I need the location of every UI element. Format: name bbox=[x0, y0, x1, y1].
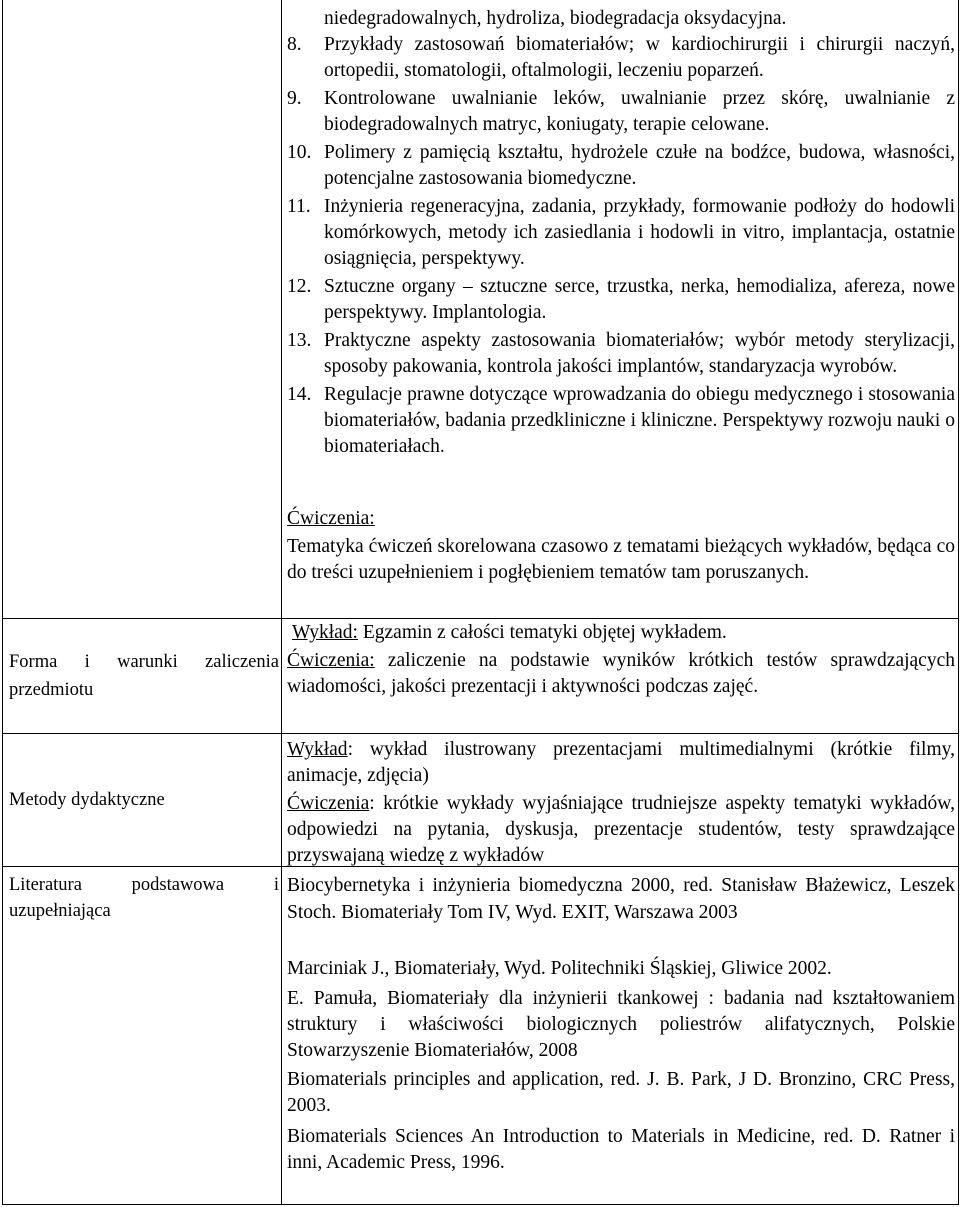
forma-cwiczenia bbox=[287, 648, 955, 700]
table-bottom-border bbox=[2, 1204, 959, 1205]
metody-label bbox=[9, 787, 279, 813]
forma-label bbox=[9, 648, 279, 704]
list-item-text: Praktyczne aspekty zastosowania biomateriałów; wybór metody sterylizacji, sposoby pakowania, kontrola jakości implantów, standaryzacja wyrobów. bbox=[324, 330, 955, 377]
metody-wyklad-text: : wykład ilustrowany prezentacjami multimedialnymi (krótkie filmy, animacje, zdjęcia) bbox=[287, 739, 955, 786]
literatura-item bbox=[287, 1124, 955, 1176]
literatura-item bbox=[287, 956, 955, 982]
literatura-item-text: E. Pamuła, Biomateriały dla inżynierii tkankowej : badania nad kształtowaniem struktury i właściwości biologicznych poliestrów alifatycznych, Polskie Stowarzyszenie Biomateriałów, 2008 bbox=[287, 988, 955, 1061]
program-cwiczenia-paragraph bbox=[287, 534, 955, 586]
metody-wyklad bbox=[287, 737, 955, 789]
forma-wyklad-text: Egzamin z całości tematyki objętej wykładem. bbox=[362, 622, 727, 643]
literatura-label bbox=[9, 872, 279, 924]
metody-wyklad-label: Wykład bbox=[287, 739, 348, 760]
list-item-text: Regulacje prawne dotyczące wprowadzania do obiegu medycznego i stosowania biomateriałów, badania przedkliniczne i kliniczne. Perspektywy rozwoju nauki o biomateriałach. bbox=[324, 384, 955, 457]
list-item-number: 9. bbox=[287, 88, 302, 109]
metody-label-text: Metody dydaktyczne bbox=[9, 790, 165, 810]
literatura-item-text: Marciniak J., Biomateriały, Wyd. Politechniki Śląskiej, Gliwice 2002. bbox=[287, 958, 832, 979]
table-left-border bbox=[2, 0, 3, 1205]
literatura-item-text: Biomaterials principles and application, red. J. B. Park, J D. Bronzino, CRC Press, 2003. bbox=[287, 1069, 955, 1116]
list-item-text: Polimery z pamięcią kształtu, hydrożele czułe na bodźce, budowa, własności, potencjalne zastosowania biomedyczne. bbox=[324, 142, 955, 189]
program-item-7-tail bbox=[324, 6, 954, 32]
list-item-number: 12. bbox=[287, 276, 312, 297]
list-item bbox=[287, 382, 955, 460]
literatura-label-text: Literatura podstawowa i uzupełniająca bbox=[9, 875, 279, 921]
row-divider-1 bbox=[2, 618, 959, 619]
cwiczenia-heading-text: Ćwiczenia: bbox=[287, 508, 375, 529]
metody-cwiczenia bbox=[287, 791, 955, 869]
metody-cwiczenia-label: Ćwiczenia bbox=[287, 793, 370, 814]
table-column-divider bbox=[281, 0, 282, 1205]
table-right-border bbox=[958, 0, 959, 1205]
list-item-text: Inżynieria regeneracyjna, zadania, przykłady, formowanie podłoży do hodowli komórkowych, metody ich zasiedlania i hodowli in vitro, implantacja, ostatnie osiągnięcia, perspektywy. bbox=[324, 196, 955, 269]
list-item-number: 13. bbox=[287, 330, 312, 351]
forma-cwiczenia-label: Ćwiczenia: bbox=[287, 650, 375, 671]
program-item-7-tail-text: niedegradowalnych, hydroliza, biodegradacja oksydacyjna. bbox=[324, 8, 787, 29]
list-item bbox=[287, 86, 955, 138]
literatura-item-text: Biomaterials Sciences An Introduction to Materials in Medicine, red. D. Ratner i inni, Academic Press, 1996. bbox=[287, 1126, 955, 1173]
list-item-number: 8. bbox=[287, 34, 302, 55]
forma-wyklad-label: Wykład: bbox=[292, 622, 358, 643]
metody-cwiczenia-text: : krótkie wykłady wyjaśniające trudniejsze aspekty tematyki wykładów, odpowiedzi na pytania, dyskusja, prezentacje studentów, testy sprawdzające przyswajaną wiedzę z wykładów bbox=[287, 793, 955, 866]
list-item-text: Przykłady zastosowań biomateriałów; w kardiochirurgii i chirurgii naczyń, ortopedii, stomatologii, oftalmologii, leczeniu poparzeń. bbox=[324, 34, 955, 81]
forma-cwiczenia-text: zaliczenie na podstawie wyników krótkich testów sprawdzających wiadomości, jakości prezentacji i aktywności podczas zajęć. bbox=[287, 650, 955, 697]
list-item-text: Sztuczne organy – sztuczne serce, trzustka, nerka, hemodializa, afereza, nowe perspektywy. Implantologia. bbox=[324, 276, 955, 323]
program-cwiczenia-heading bbox=[287, 506, 375, 532]
list-item-number: 11. bbox=[287, 196, 311, 217]
list-item-number: 10. bbox=[287, 142, 312, 163]
program-list bbox=[287, 32, 955, 460]
literatura-item-text: Biocybernetyka i inżynieria biomedyczna 2000, red. Stanisław Błażewicz, Leszek Stoch. Biomateriały Tom IV, Wyd. EXIT, Warszawa 2003 bbox=[287, 875, 955, 923]
list-item bbox=[287, 274, 955, 326]
literatura-item bbox=[287, 872, 955, 926]
list-item-text: Kontrolowane uwalnianie leków, uwalnianie przez skórę, uwalnianie z biodegradowalnych matryc, koniugaty, terapie celowane. bbox=[324, 88, 955, 135]
literatura-item bbox=[287, 986, 955, 1064]
list-item bbox=[287, 140, 955, 192]
list-item bbox=[287, 194, 955, 272]
list-item bbox=[287, 328, 955, 380]
row-divider-2 bbox=[2, 733, 959, 734]
literatura-item bbox=[287, 1067, 955, 1119]
cwiczenia-paragraph-text: Tematyka ćwiczeń skorelowana czasowo z tematami bieżących wykładów, będąca co do treści uzupełnieniem i pogłębieniem tematów tam poruszanych. bbox=[287, 536, 955, 583]
list-item-number: 14. bbox=[287, 384, 312, 405]
forma-label-text: Forma i warunki zaliczenia przedmiotu bbox=[9, 652, 279, 700]
list-item bbox=[287, 32, 955, 84]
forma-wyklad bbox=[292, 620, 952, 646]
